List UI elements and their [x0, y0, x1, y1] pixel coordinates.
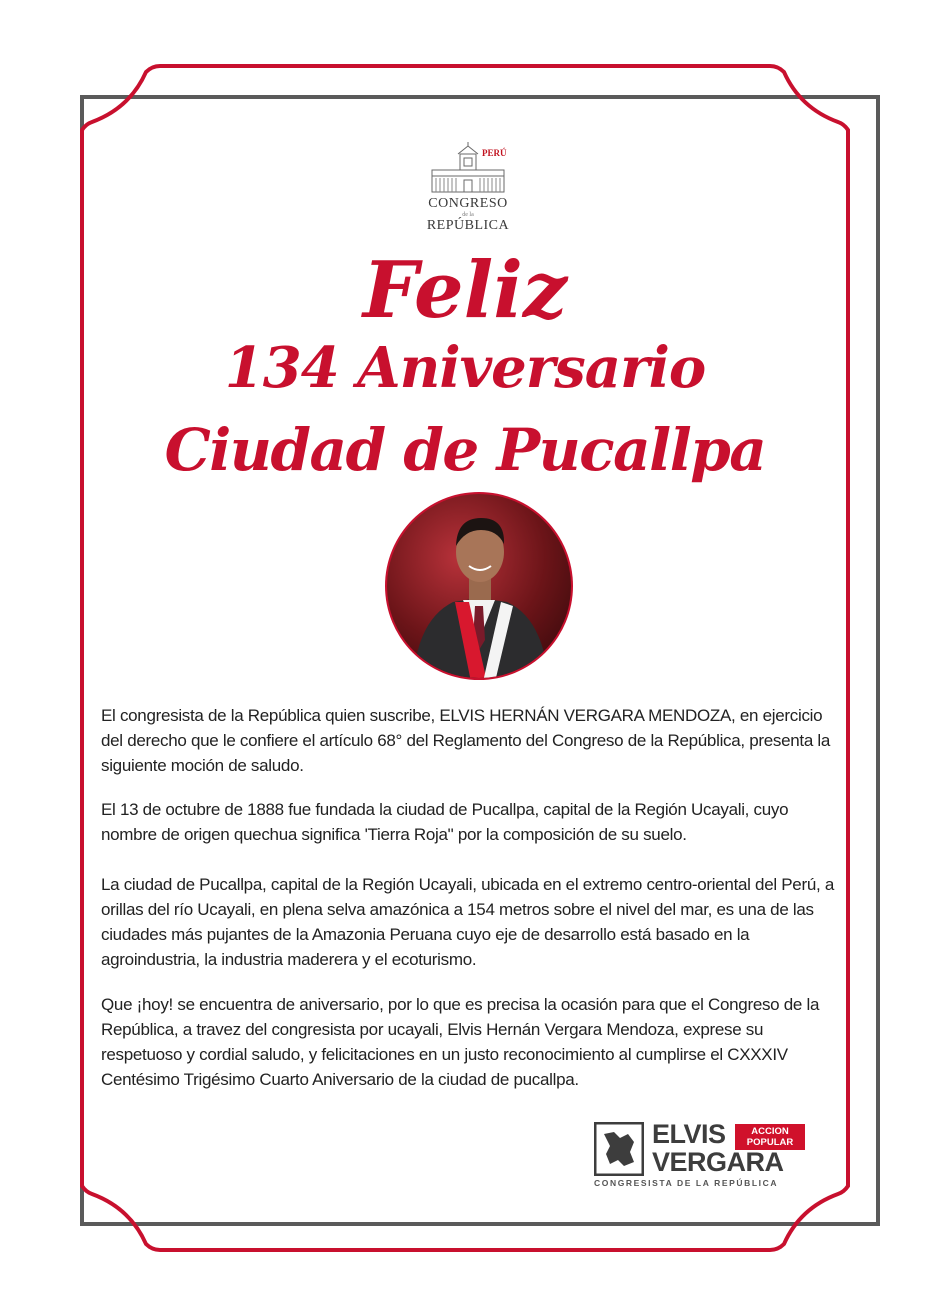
heading-aniversario: 134 Aniversario	[224, 335, 706, 401]
person-portrait-icon	[383, 490, 575, 682]
party-badge-line1: ACCION	[751, 1126, 789, 1137]
signature-block	[594, 1120, 814, 1192]
signature-subtitle: CONGRESISTA DE LA REPÚBLICA	[594, 1178, 779, 1188]
ucayali-map-icon	[594, 1122, 644, 1176]
heading-ciudad: Ciudad de Pucallpa	[164, 416, 766, 484]
signature-last-name: VERGARA	[652, 1147, 784, 1177]
heading-feliz: Feliz	[362, 245, 568, 336]
congreso-logo	[420, 142, 516, 234]
party-badge-line2: POPULAR	[746, 1137, 794, 1148]
logo-line-congreso: CONGRESO	[428, 196, 508, 211]
logo-line-de-la: de la	[462, 212, 474, 218]
paragraph-saludo: Que ¡hoy! se encuentra de aniversario, por lo que es precisa la ocasión para que el Congreso de la República, a travez del congresista por ucayali, Elvis Hernán Vergara Mendoza, exprese su respetuoso y cordial saludo, y felicitaciones en un justo reconocimiento al cumplirse el CXXXIV Centésimo Trigésimo Cuarto Aniversario de la ciudad de pucallpa.	[101, 995, 820, 1089]
signature-first-name: ELVIS	[652, 1119, 726, 1149]
paragraph-mocion: El congresista de la República quien suscribe, ELVIS HERNÁN VERGARA MENDOZA, en ejercicio del derecho que le confiere el artículo 68° del Reglamento del Congreso de la República, presenta la siguiente moción de saludo.	[101, 706, 831, 775]
logo-line-republica: REPÚBLICA	[426, 218, 510, 233]
logo-peru-label: PERÚ	[482, 148, 507, 158]
paragraph-fundacion: El 13 de octubre de 1888 fue fundada la ciudad de Pucallpa, capital de la Región Ucayali, cuyo nombre de origen quechua significa 'Tierra Roja" por la composición de su suelo.	[101, 800, 789, 844]
paragraph-ubicacion: La ciudad de Pucallpa, capital de la Región Ucayali, ubicada en el extremo centro-oriental del Perú, a orillas del río Ucayali, en plena selva amazónica a 154 metros sobre el nivel del mar, es una de las ciudades más pujantes de la Amazonia Peruana cuyo eje de desarrollo está basado en la agroindustria, la industria maderera y el ecoturismo.	[101, 875, 834, 969]
